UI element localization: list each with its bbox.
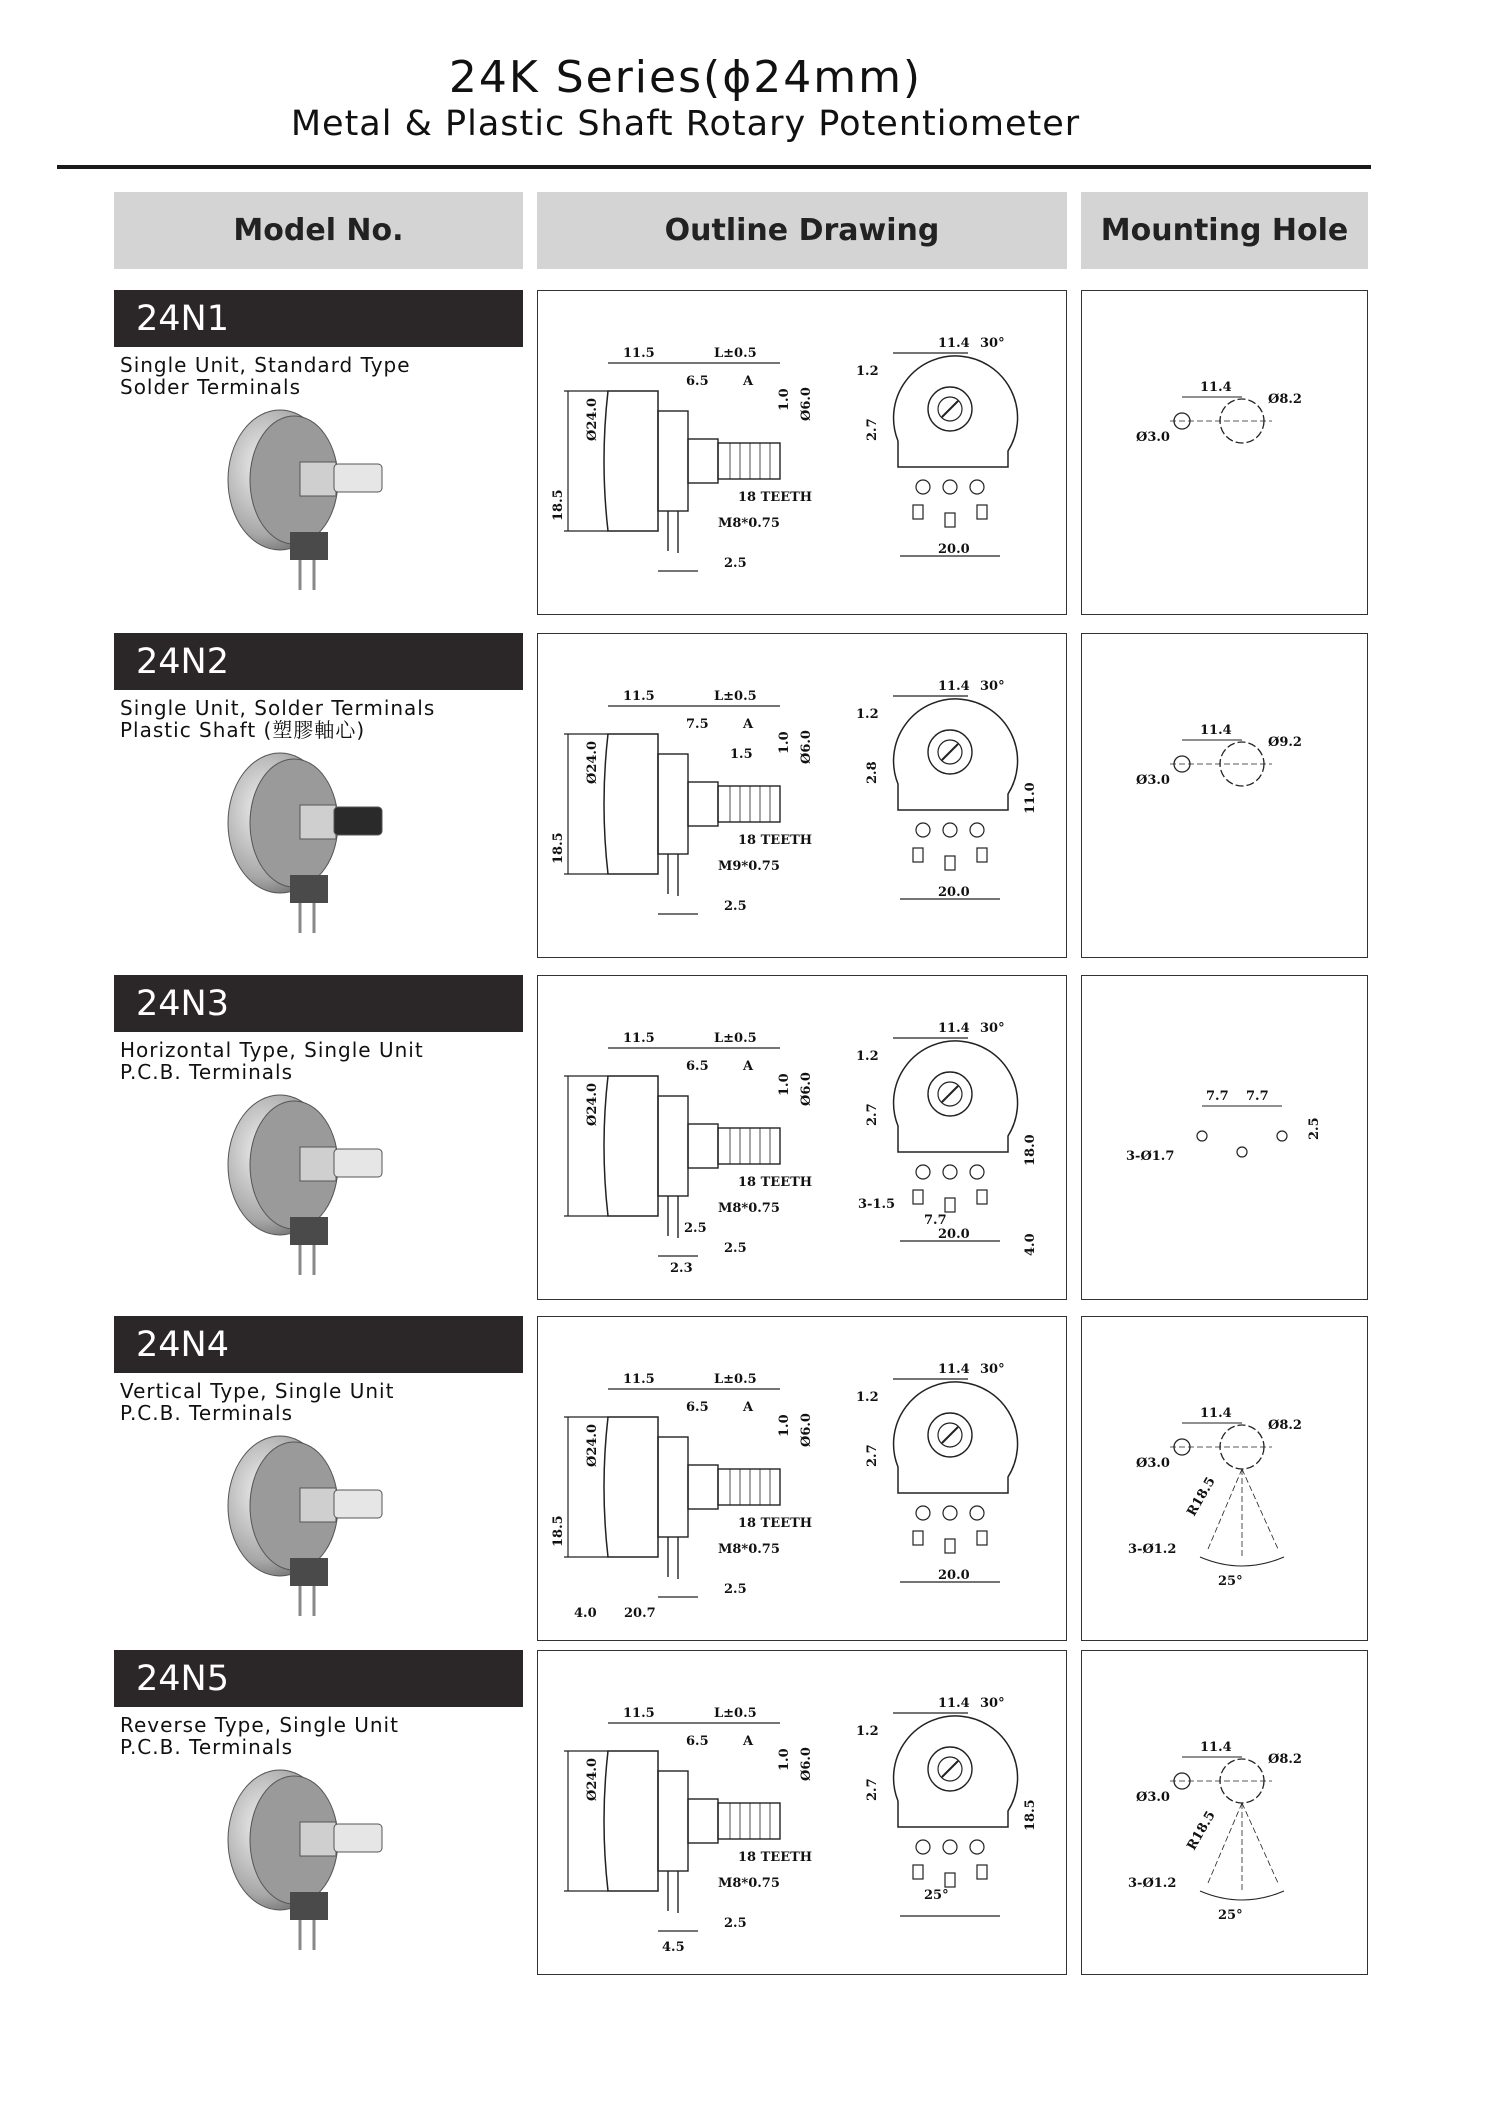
dim-l7: Ø24.0	[585, 398, 600, 441]
dim-r2: 30°	[980, 336, 1005, 351]
mount-dim-m8: R18.5	[1184, 1474, 1219, 1519]
dim-l1: 11.5	[623, 1372, 655, 1387]
dim-r5: 20.0	[938, 1227, 970, 1242]
outline-drawing-svg	[538, 1317, 1066, 1640]
mounting-hole-svg	[1082, 634, 1367, 957]
header-rule	[57, 165, 1371, 169]
dim-l16: 20.7	[624, 1606, 656, 1621]
dim-l2: L±0.5	[714, 346, 757, 361]
dim-r8: 4.0	[1023, 1233, 1038, 1256]
mount-dim-m3: Ø3.0	[1136, 430, 1170, 445]
dim-l5: 1.0	[777, 731, 792, 754]
dim-l1: 11.5	[623, 1706, 655, 1721]
potentiometer-photo	[210, 1760, 410, 1960]
dim-r1: 11.4	[938, 1696, 970, 1711]
dim-r6: 11.0	[1023, 782, 1038, 814]
mount-dim-m10: 25°	[1218, 1574, 1243, 1589]
model-description-line1: Reverse Type, Single Unit	[120, 1713, 399, 1737]
dim-l7: Ø24.0	[585, 1083, 600, 1126]
mount-dim-m6: 2.5	[1307, 1117, 1322, 1140]
model-number-24n4: 24N4	[114, 1316, 523, 1373]
dim-r4: 2.7	[865, 1103, 880, 1126]
dim-r2: 30°	[980, 679, 1005, 694]
model-description-line2: P.C.B. Terminals	[120, 1735, 294, 1759]
mounting-hole-svg	[1082, 291, 1367, 614]
mount-dim-m5: 7.7	[1246, 1089, 1269, 1104]
dim-l10: M8*0.75	[718, 1876, 780, 1891]
dim-l9: 18 TEETH	[738, 833, 813, 848]
dim-l11: 2.5	[724, 1241, 747, 1256]
mount-dim-m3: Ø3.0	[1136, 1790, 1170, 1805]
dim-l3: 6.5	[686, 1400, 709, 1415]
mount-dim-m8: R18.5	[1184, 1808, 1219, 1853]
dim-l17: 4.5	[662, 1940, 685, 1955]
outline-drawing-svg	[538, 976, 1066, 1299]
dim-r10: 25°	[924, 1888, 949, 1903]
dim-r10: 7.7	[924, 1213, 947, 1228]
dim-l6: Ø6.0	[799, 730, 814, 764]
mounting-hole-drawing	[1081, 1650, 1368, 1975]
mount-dim-m3: Ø3.0	[1136, 773, 1170, 788]
mount-dim-m3: Ø3.0	[1136, 1456, 1170, 1471]
dim-l7: Ø24.0	[585, 1758, 600, 1801]
model-description-line1: Single Unit, Standard Type	[120, 353, 411, 377]
dim-l9: 18 TEETH	[738, 1850, 813, 1865]
mounting-hole-svg	[1082, 1317, 1367, 1640]
dim-l6: Ø6.0	[799, 1413, 814, 1447]
dim-l6: Ø6.0	[799, 1747, 814, 1781]
dim-r9: 3-1.5	[858, 1197, 896, 1212]
mount-dim-m9: 3-Ø1.2	[1128, 1542, 1177, 1557]
mount-dim-m7: 3-Ø1.7	[1126, 1149, 1175, 1164]
dim-r5: 20.0	[938, 885, 970, 900]
dim-l10: M8*0.75	[718, 1542, 780, 1557]
mount-dim-m9: 3-Ø1.2	[1128, 1876, 1177, 1891]
dim-l5: 1.0	[777, 388, 792, 411]
dim-l6: Ø6.0	[799, 387, 814, 421]
page-subtitle: Metal & Plastic Shaft Rotary Potentiometer	[290, 104, 1081, 144]
potentiometer-photo	[210, 1426, 410, 1626]
column-header-model: Model No.	[114, 192, 523, 269]
column-header-mounting: Mounting Hole	[1081, 192, 1368, 269]
model-number-24n2: 24N2	[114, 633, 523, 690]
model-description-line1: Horizontal Type, Single Unit	[120, 1038, 424, 1062]
model-number-24n5: 24N5	[114, 1650, 523, 1707]
mounting-hole-drawing	[1081, 1316, 1368, 1641]
mount-dim-m2: Ø8.2	[1268, 392, 1302, 407]
outline-drawing	[537, 1650, 1067, 1975]
model-description-line1: Vertical Type, Single Unit	[120, 1379, 395, 1403]
dim-l1: 11.5	[623, 689, 655, 704]
dim-l9: 18 TEETH	[738, 1516, 813, 1531]
dim-l2: L±0.5	[714, 1706, 757, 1721]
dim-l8: 18.5	[551, 1515, 566, 1547]
model-description-line2: P.C.B. Terminals	[120, 1401, 294, 1425]
dim-r5: 20.0	[938, 542, 970, 557]
dim-l3: 6.5	[686, 1734, 709, 1749]
dim-r3: 1.2	[856, 1724, 879, 1739]
potentiometer-photo	[210, 400, 410, 600]
potentiometer-photo	[210, 1085, 410, 1285]
outline-drawing	[537, 633, 1067, 958]
dim-r3: 1.2	[856, 364, 879, 379]
dim-l3: 6.5	[686, 1059, 709, 1074]
dim-r7: 18.0	[1023, 1134, 1038, 1166]
mount-dim-m1: 11.4	[1200, 723, 1232, 738]
dim-r1: 11.4	[938, 679, 970, 694]
dim-l4: A	[743, 1734, 754, 1749]
mount-dim-m10: 25°	[1218, 1908, 1243, 1923]
dim-l9: 18 TEETH	[738, 490, 813, 505]
dim-r6: 18.5	[1023, 1799, 1038, 1831]
dim-r4: 2.8	[865, 761, 880, 784]
dim-r1: 11.4	[938, 1362, 970, 1377]
mount-dim-m2: Ø8.2	[1268, 1418, 1302, 1433]
dim-r3: 1.2	[856, 1390, 879, 1405]
mount-dim-m1: 11.4	[1200, 380, 1232, 395]
mount-dim-m4: 7.7	[1206, 1089, 1229, 1104]
potentiometer-photo	[210, 743, 410, 943]
mount-dim-m2: Ø9.2	[1268, 735, 1302, 750]
dim-l6: Ø6.0	[799, 1072, 814, 1106]
outline-drawing	[537, 975, 1067, 1300]
dim-r1: 11.4	[938, 336, 970, 351]
mounting-hole-svg	[1082, 1651, 1367, 1974]
dim-l1: 11.5	[623, 346, 655, 361]
dim-l8: 18.5	[551, 489, 566, 521]
dim-l15: 4.0	[574, 1606, 597, 1621]
dim-l2: L±0.5	[714, 1372, 757, 1387]
dim-l11: 2.5	[724, 556, 747, 571]
column-header-outline: Outline Drawing	[537, 192, 1067, 269]
model-description-line1: Single Unit, Solder Terminals	[120, 696, 436, 720]
dim-l5: 1.0	[777, 1748, 792, 1771]
dim-l8: 18.5	[551, 832, 566, 864]
dim-l2: L±0.5	[714, 1031, 757, 1046]
dim-r2: 30°	[980, 1696, 1005, 1711]
dim-l5: 1.0	[777, 1414, 792, 1437]
dim-r2: 30°	[980, 1362, 1005, 1377]
dim-l4: A	[743, 1059, 754, 1074]
dim-l11: 2.5	[724, 1582, 747, 1597]
dim-l10: M8*0.75	[718, 1201, 780, 1216]
dim-l4: A	[743, 374, 754, 389]
dim-l9: 18 TEETH	[738, 1175, 813, 1190]
dim-r5: 20.0	[938, 1568, 970, 1583]
dim-l4: A	[743, 1400, 754, 1415]
dim-l10: M8*0.75	[718, 516, 780, 531]
model-description-line2: Plastic Shaft (塑膠軸心)	[120, 718, 366, 742]
model-number-24n1: 24N1	[114, 290, 523, 347]
dim-l3: 7.5	[686, 717, 709, 732]
model-number-24n3: 24N3	[114, 975, 523, 1032]
dim-l1: 11.5	[623, 1031, 655, 1046]
dim-l11: 2.5	[724, 899, 747, 914]
dim-l11: 2.5	[724, 1916, 747, 1931]
dim-r3: 1.2	[856, 707, 879, 722]
dim-l10: M9*0.75	[718, 859, 780, 874]
dim-l5: 1.0	[777, 1073, 792, 1096]
mounting-hole-drawing	[1081, 290, 1368, 615]
dim-l3: 6.5	[686, 374, 709, 389]
outline-drawing-svg	[538, 291, 1066, 614]
dim-r2: 30°	[980, 1021, 1005, 1036]
dim-r4: 2.7	[865, 418, 880, 441]
model-description-line2: Solder Terminals	[120, 375, 302, 399]
dim-r1: 11.4	[938, 1021, 970, 1036]
outline-drawing	[537, 1316, 1067, 1641]
dim-l4: A	[743, 717, 754, 732]
outline-drawing-svg	[538, 1651, 1066, 1974]
page-title: 24K Series(ϕ24mm)	[448, 52, 923, 103]
model-description-line2: P.C.B. Terminals	[120, 1060, 294, 1084]
mounting-hole-drawing	[1081, 633, 1368, 958]
dim-r3: 1.2	[856, 1049, 879, 1064]
dim-l12: 1.5	[730, 747, 753, 762]
outline-drawing-svg	[538, 634, 1066, 957]
dim-l7: Ø24.0	[585, 741, 600, 784]
dim-l7: Ø24.0	[585, 1424, 600, 1467]
dim-l14: 2.3	[670, 1261, 693, 1276]
dim-l13: 2.5	[684, 1221, 707, 1236]
mount-dim-m1: 11.4	[1200, 1406, 1232, 1421]
dim-r4: 2.7	[865, 1444, 880, 1467]
mount-dim-m2: Ø8.2	[1268, 1752, 1302, 1767]
mounting-hole-drawing	[1081, 975, 1368, 1300]
mounting-hole-svg	[1082, 976, 1367, 1299]
mount-dim-m1: 11.4	[1200, 1740, 1232, 1755]
dim-l2: L±0.5	[714, 689, 757, 704]
dim-r4: 2.7	[865, 1778, 880, 1801]
outline-drawing	[537, 290, 1067, 615]
